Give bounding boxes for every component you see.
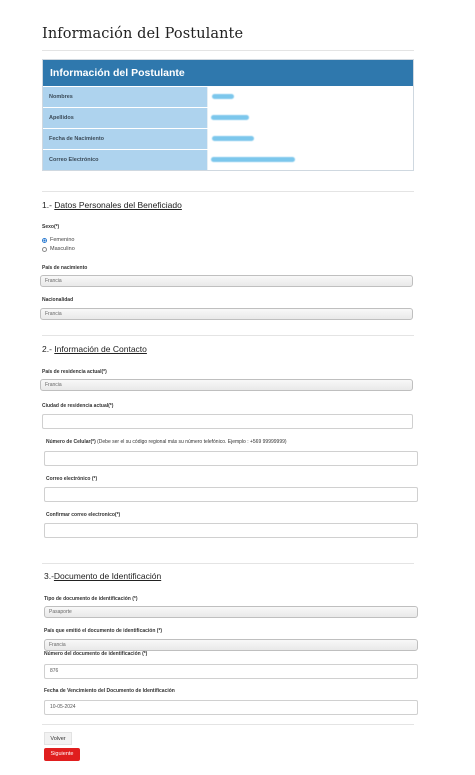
info-row-nombres <box>43 86 413 107</box>
divider <box>42 50 414 51</box>
radio-label: Femenino <box>50 237 75 243</box>
doc-country-select[interactable]: Francia <box>44 639 418 651</box>
info-value-redacted <box>207 108 413 128</box>
info-label: Apellidos <box>43 108 207 128</box>
nationality-label: Nacionalidad <box>42 297 74 303</box>
phone-label-text: Número de Celular(*) <box>46 439 96 445</box>
divider <box>42 191 414 192</box>
section-1-title <box>42 200 182 210</box>
back-button[interactable]: Volver <box>44 732 72 745</box>
info-row-apellidos <box>43 107 413 128</box>
section-title-text: Datos Personales del Beneficiado <box>54 200 182 210</box>
doc-country-label: País que emitió el documento de identificación (*) <box>44 628 163 634</box>
doc-expiry-label: Fecha de Vencimiento del Documento de Identificación <box>44 688 175 694</box>
info-row-fecha-nacimiento <box>43 128 413 149</box>
applicant-info-table <box>42 59 414 171</box>
info-value-redacted <box>207 87 413 107</box>
residence-city-input[interactable] <box>42 414 413 429</box>
sex-option-femenino[interactable] <box>42 237 74 243</box>
section-2-title <box>42 344 147 354</box>
info-value-redacted <box>207 129 413 149</box>
phone-label <box>46 439 287 445</box>
phone-input[interactable] <box>44 451 418 466</box>
divider <box>42 335 414 336</box>
radio-checked-icon[interactable] <box>42 238 47 243</box>
page-title: Información del Postulante <box>42 26 244 42</box>
radio-label: Masculino <box>50 246 75 252</box>
birth-country-label: País de nacimiento <box>42 265 88 271</box>
info-label: Fecha de Nacimiento <box>43 129 207 149</box>
doc-type-select[interactable]: Pasaporte <box>44 606 418 618</box>
info-row-correo <box>43 149 413 170</box>
residence-city-label: Ciudad de residencia actual(*) <box>42 403 114 409</box>
doc-type-label: Tipo de documento de identificación (*) <box>44 596 138 602</box>
email-confirm-label: Confirmar correo electronico(*) <box>46 512 121 518</box>
doc-number-label: Número del documento de identificación (*) <box>44 651 148 657</box>
radio-unchecked-icon[interactable] <box>42 247 47 252</box>
divider <box>42 724 414 725</box>
sex-option-masculino[interactable] <box>42 246 75 252</box>
next-button[interactable]: Siguiente <box>44 748 80 761</box>
info-table-header: Información del Postulante <box>43 60 413 86</box>
email-label: Correo electrónico (*) <box>46 476 98 482</box>
section-title-text: Documento de Identificación <box>53 571 162 581</box>
nationality-select[interactable]: Francia <box>40 308 413 320</box>
doc-number-input[interactable]: 876 <box>44 664 418 679</box>
divider <box>42 563 414 564</box>
residence-country-label: País de residencia actual(*) <box>42 369 107 375</box>
sex-label: Sexo(*) <box>42 224 60 230</box>
section-3-title <box>44 571 161 581</box>
info-label: Nombres <box>43 87 207 107</box>
phone-hint: (Debe ser el su código regional más su número telefónico. Ejemplo : +569 99999999) <box>95 439 287 445</box>
section-number: 1.- <box>42 200 55 210</box>
section-title-text: Información de Contacto <box>54 344 147 354</box>
section-number: 3.- <box>44 571 54 581</box>
doc-expiry-input[interactable]: 10-05-2024 <box>44 700 418 715</box>
section-number: 2.- <box>42 344 55 354</box>
birth-country-select[interactable]: Francia <box>40 275 413 287</box>
residence-country-select[interactable]: Francia <box>40 379 413 391</box>
info-value-redacted <box>207 150 413 170</box>
email-confirm-input[interactable] <box>44 523 418 538</box>
info-label: Correo Electrónico <box>43 150 207 170</box>
email-input[interactable] <box>44 487 418 502</box>
